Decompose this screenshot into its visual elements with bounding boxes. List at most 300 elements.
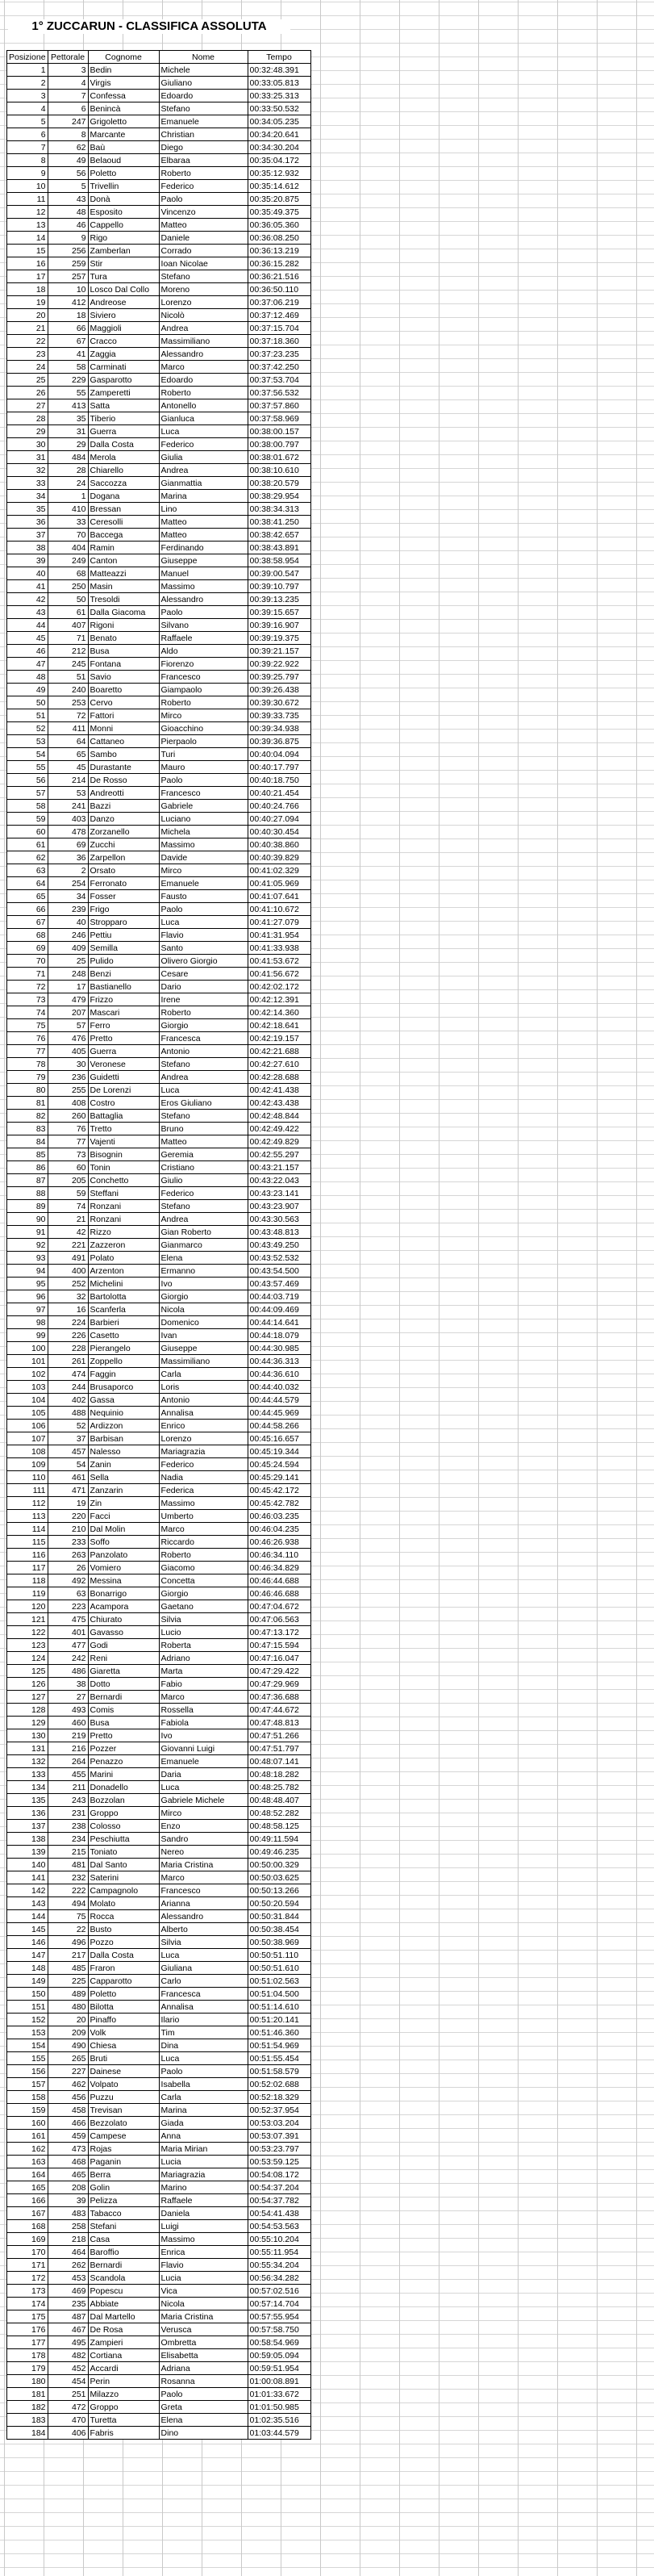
- cell-nome: Fiorenzo: [159, 658, 248, 671]
- cell-posizione: 45: [7, 632, 48, 645]
- table-row: [7, 1949, 311, 1962]
- cell-pettorale: 403: [48, 813, 88, 826]
- table-row: [7, 2014, 311, 2026]
- table-row: [7, 1923, 311, 1936]
- cell-nome: Federico: [159, 1458, 248, 1471]
- cell-nome: Marco: [159, 1523, 248, 1536]
- cell-cognome: Veronese: [88, 1058, 159, 1071]
- cell-posizione: 132: [7, 1755, 48, 1768]
- cell-posizione: 22: [7, 335, 48, 348]
- cell-nome: Giada: [159, 2117, 248, 2130]
- cell-pettorale: 254: [48, 877, 88, 890]
- cell-cognome: Pozzo: [88, 1936, 159, 1949]
- table-row: [7, 115, 311, 128]
- cell-pettorale: 239: [48, 903, 88, 916]
- cell-posizione: 15: [7, 245, 48, 257]
- cell-tempo: 00:48:25.782: [248, 1781, 310, 1794]
- table-row: [7, 942, 311, 955]
- cell-tempo: 00:47:51.797: [248, 1742, 310, 1755]
- cell-pettorale: 242: [48, 1652, 88, 1665]
- cell-posizione: 14: [7, 232, 48, 245]
- cell-nome: Pierpaolo: [159, 735, 248, 748]
- table-row: [7, 399, 311, 412]
- cell-cognome: Bruti: [88, 2052, 159, 2065]
- cell-posizione: 69: [7, 942, 48, 955]
- cell-cognome: Bedin: [88, 64, 159, 77]
- table-row: [7, 516, 311, 529]
- cell-cognome: Fraron: [88, 1962, 159, 1975]
- table-row: [7, 580, 311, 593]
- cell-nome: Federica: [159, 1484, 248, 1497]
- cell-posizione: 137: [7, 1820, 48, 1833]
- cell-cognome: Busto: [88, 1923, 159, 1936]
- table-row: [7, 993, 311, 1006]
- table-row: [7, 477, 311, 490]
- cell-posizione: 184: [7, 2427, 48, 2440]
- cell-posizione: 10: [7, 180, 48, 193]
- cell-pettorale: 250: [48, 580, 88, 593]
- cell-nome: Giuseppe: [159, 1342, 248, 1355]
- table-row: [7, 542, 311, 554]
- cell-cognome: Guerra: [88, 1045, 159, 1058]
- cell-cognome: Cervo: [88, 696, 159, 709]
- cell-tempo: 00:54:53.563: [248, 2220, 310, 2233]
- table-row: [7, 2143, 311, 2156]
- cell-nome: Marta: [159, 1665, 248, 1678]
- table-row: [7, 1058, 311, 1071]
- cell-cognome: Pulido: [88, 955, 159, 968]
- cell-tempo: 00:41:33.938: [248, 942, 310, 955]
- cell-nome: Roberta: [159, 1639, 248, 1652]
- cell-pettorale: 491: [48, 1252, 88, 1265]
- table-row: [7, 1174, 311, 1187]
- cell-posizione: 42: [7, 593, 48, 606]
- cell-tempo: 01:01:50.985: [248, 2401, 310, 2414]
- cell-nome: Roberto: [159, 1006, 248, 1019]
- cell-tempo: 00:57:02.516: [248, 2285, 310, 2298]
- cell-posizione: 114: [7, 1523, 48, 1536]
- cell-pettorale: 487: [48, 2310, 88, 2323]
- cell-tempo: 00:37:06.219: [248, 296, 310, 309]
- page-title: 1° ZUCCARUN - CLASSIFICA ASSOLUTA: [8, 19, 290, 34]
- cell-posizione: 51: [7, 709, 48, 722]
- table-row: [7, 503, 311, 516]
- cell-posizione: 128: [7, 1704, 48, 1717]
- table-row: [7, 232, 311, 245]
- cell-nome: Stefano: [159, 270, 248, 283]
- cell-tempo: 00:41:05.969: [248, 877, 310, 890]
- cell-posizione: 62: [7, 851, 48, 864]
- table-row: [7, 1781, 311, 1794]
- table-row: [7, 154, 311, 167]
- table-row: [7, 1329, 311, 1342]
- cell-tempo: 00:44:09.469: [248, 1303, 310, 1316]
- cell-posizione: 25: [7, 374, 48, 387]
- cell-tempo: 00:44:36.313: [248, 1355, 310, 1368]
- cell-tempo: 00:44:18.079: [248, 1329, 310, 1342]
- table-row: [7, 1148, 311, 1161]
- cell-cognome: Godi: [88, 1639, 159, 1652]
- cell-cognome: Stir: [88, 257, 159, 270]
- cell-cognome: Ceresolli: [88, 516, 159, 529]
- cell-posizione: 86: [7, 1161, 48, 1174]
- cell-pettorale: 411: [48, 722, 88, 735]
- cell-nome: Diego: [159, 141, 248, 154]
- cell-pettorale: 210: [48, 1523, 88, 1536]
- cell-tempo: 00:53:07.391: [248, 2130, 310, 2143]
- cell-nome: Mauro: [159, 761, 248, 774]
- cell-cognome: Chiarello: [88, 464, 159, 477]
- cell-posizione: 7: [7, 141, 48, 154]
- cell-pettorale: 225: [48, 1975, 88, 1988]
- cell-nome: Nicolò: [159, 309, 248, 322]
- cell-posizione: 27: [7, 399, 48, 412]
- cell-nome: Cristiano: [159, 1161, 248, 1174]
- cell-pettorale: 18: [48, 309, 88, 322]
- table-row: [7, 2130, 311, 2143]
- table-row: [7, 645, 311, 658]
- table-row: [7, 1097, 311, 1110]
- cell-nome: Alessandro: [159, 1910, 248, 1923]
- cell-cognome: Soffo: [88, 1536, 159, 1549]
- cell-posizione: 16: [7, 257, 48, 270]
- cell-posizione: 176: [7, 2323, 48, 2336]
- cell-tempo: 00:39:21.157: [248, 645, 310, 658]
- cell-nome: Giulia: [159, 451, 248, 464]
- cell-posizione: 126: [7, 1678, 48, 1691]
- cell-tempo: 00:41:31.954: [248, 929, 310, 942]
- cell-tempo: 00:42:48.844: [248, 1110, 310, 1123]
- cell-tempo: 00:47:51.266: [248, 1729, 310, 1742]
- cell-pettorale: 41: [48, 348, 88, 361]
- cell-pettorale: 234: [48, 1833, 88, 1846]
- cell-tempo: 00:38:42.657: [248, 529, 310, 542]
- table-row: [7, 1432, 311, 1445]
- cell-cognome: De Rosso: [88, 774, 159, 787]
- cell-pettorale: 233: [48, 1536, 88, 1549]
- cell-tempo: 00:39:33.735: [248, 709, 310, 722]
- cell-posizione: 65: [7, 890, 48, 903]
- cell-nome: Santo: [159, 942, 248, 955]
- cell-pettorale: 59: [48, 1187, 88, 1200]
- table-row: [7, 335, 311, 348]
- cell-cognome: Ronzani: [88, 1213, 159, 1226]
- cell-posizione: 77: [7, 1045, 48, 1058]
- table-row: [7, 2375, 311, 2388]
- cell-posizione: 140: [7, 1859, 48, 1871]
- cell-nome: Silvia: [159, 1936, 248, 1949]
- cell-posizione: 31: [7, 451, 48, 464]
- cell-tempo: 00:49:11.594: [248, 1833, 310, 1846]
- cell-posizione: 116: [7, 1549, 48, 1562]
- cell-nome: Francesco: [159, 787, 248, 800]
- cell-cognome: Dalla Giacoma: [88, 606, 159, 619]
- table-row: [7, 77, 311, 90]
- cell-tempo: 00:47:13.172: [248, 1626, 310, 1639]
- cell-cognome: Gavasso: [88, 1626, 159, 1639]
- cell-cognome: Dal Molin: [88, 1523, 159, 1536]
- cell-pettorale: 35: [48, 412, 88, 425]
- cell-pettorale: 32: [48, 1290, 88, 1303]
- cell-posizione: 119: [7, 1587, 48, 1600]
- cell-tempo: 00:47:29.969: [248, 1678, 310, 1691]
- table-row: [7, 684, 311, 696]
- cell-cognome: Bastianello: [88, 981, 159, 993]
- cell-cognome: Tiberio: [88, 412, 159, 425]
- table-row: [7, 1161, 311, 1174]
- cell-cognome: Rojas: [88, 2143, 159, 2156]
- cell-cognome: Chiesa: [88, 2039, 159, 2052]
- cell-pettorale: 257: [48, 270, 88, 283]
- table-row: [7, 722, 311, 735]
- cell-pettorale: 217: [48, 1949, 88, 1962]
- cell-tempo: 00:52:18.329: [248, 2091, 310, 2104]
- table-row: [7, 851, 311, 864]
- cell-tempo: 00:33:05.813: [248, 77, 310, 90]
- cell-tempo: 00:38:20.579: [248, 477, 310, 490]
- cell-cognome: Bezzolato: [88, 2117, 159, 2130]
- table-row: [7, 1988, 311, 2001]
- table-row: [7, 1962, 311, 1975]
- cell-posizione: 49: [7, 684, 48, 696]
- cell-nome: Flavio: [159, 2259, 248, 2272]
- cell-posizione: 71: [7, 968, 48, 981]
- cell-nome: Mirco: [159, 864, 248, 877]
- cell-nome: Concetta: [159, 1574, 248, 1587]
- cell-posizione: 96: [7, 1290, 48, 1303]
- cell-cognome: Zucchi: [88, 838, 159, 851]
- cell-pettorale: 406: [48, 2427, 88, 2440]
- cell-posizione: 76: [7, 1032, 48, 1045]
- cell-pettorale: 477: [48, 1639, 88, 1652]
- table-row: [7, 438, 311, 451]
- cell-posizione: 174: [7, 2298, 48, 2310]
- cell-tempo: 00:51:58.579: [248, 2065, 310, 2078]
- cell-pettorale: 226: [48, 1329, 88, 1342]
- cell-nome: Gabriele Michele: [159, 1794, 248, 1807]
- cell-tempo: 00:47:15.594: [248, 1639, 310, 1652]
- cell-nome: Riccardo: [159, 1536, 248, 1549]
- cell-pettorale: 253: [48, 696, 88, 709]
- table-row: [7, 1691, 311, 1704]
- cell-tempo: 00:57:55.954: [248, 2310, 310, 2323]
- cell-tempo: 00:54:37.204: [248, 2181, 310, 2194]
- cell-tempo: 00:47:06.563: [248, 1613, 310, 1626]
- table-row: [7, 167, 311, 180]
- cell-posizione: 82: [7, 1110, 48, 1123]
- cell-pettorale: 243: [48, 1794, 88, 1807]
- cell-cognome: Comis: [88, 1704, 159, 1717]
- cell-cognome: Andreotti: [88, 787, 159, 800]
- cell-pettorale: 252: [48, 1278, 88, 1290]
- cell-pettorale: 10: [48, 283, 88, 296]
- cell-cognome: Poletto: [88, 167, 159, 180]
- cell-cognome: Dogana: [88, 490, 159, 503]
- cell-cognome: Guerra: [88, 425, 159, 438]
- cell-pettorale: 50: [48, 593, 88, 606]
- table-row: [7, 1123, 311, 1135]
- table-row: [7, 2168, 311, 2181]
- cell-cognome: Tonin: [88, 1161, 159, 1174]
- cell-tempo: 00:39:10.797: [248, 580, 310, 593]
- cell-cognome: Accardi: [88, 2362, 159, 2375]
- cell-posizione: 20: [7, 309, 48, 322]
- cell-cognome: Turetta: [88, 2414, 159, 2427]
- cell-posizione: 56: [7, 774, 48, 787]
- cell-tempo: 00:51:46.360: [248, 2026, 310, 2039]
- table-row: [7, 2065, 311, 2078]
- cell-cognome: Nalesso: [88, 1445, 159, 1458]
- cell-pettorale: 240: [48, 684, 88, 696]
- cell-nome: Alberto: [159, 1923, 248, 1936]
- cell-pettorale: 262: [48, 2259, 88, 2272]
- cell-posizione: 17: [7, 270, 48, 283]
- cell-posizione: 113: [7, 1510, 48, 1523]
- cell-tempo: 00:54:37.782: [248, 2194, 310, 2207]
- table-row: [7, 2039, 311, 2052]
- cell-nome: Luca: [159, 2052, 248, 2065]
- cell-nome: Fausto: [159, 890, 248, 903]
- cell-tempo: 00:51:02.563: [248, 1975, 310, 1988]
- cell-cognome: Scandola: [88, 2272, 159, 2285]
- cell-tempo: 00:44:30.985: [248, 1342, 310, 1355]
- cell-cognome: Monni: [88, 722, 159, 735]
- cell-cognome: Campagnolo: [88, 1884, 159, 1897]
- table-row: [7, 1084, 311, 1097]
- cell-cognome: Milazzo: [88, 2388, 159, 2401]
- cell-posizione: 81: [7, 1097, 48, 1110]
- cell-nome: Maria Cristina: [159, 1859, 248, 1871]
- cell-pettorale: 29: [48, 438, 88, 451]
- table-row: [7, 2220, 311, 2233]
- cell-nome: Flavio: [159, 929, 248, 942]
- table-row: [7, 1833, 311, 1846]
- cell-cognome: Sambo: [88, 748, 159, 761]
- cell-posizione: 179: [7, 2362, 48, 2375]
- cell-nome: Gianmarco: [159, 1239, 248, 1252]
- cell-posizione: 64: [7, 877, 48, 890]
- table-row: [7, 1704, 311, 1717]
- cell-pettorale: 70: [48, 529, 88, 542]
- table-row: [7, 1820, 311, 1833]
- table-row: [7, 141, 311, 154]
- table-row: [7, 1639, 311, 1652]
- cell-posizione: 151: [7, 2001, 48, 2014]
- cell-nome: Davide: [159, 851, 248, 864]
- cell-posizione: 177: [7, 2336, 48, 2349]
- cell-posizione: 165: [7, 2181, 48, 2194]
- cell-posizione: 78: [7, 1058, 48, 1071]
- cell-tempo: 00:36:15.282: [248, 257, 310, 270]
- cell-cognome: De Lorenzi: [88, 1084, 159, 1097]
- table-row: [7, 1458, 311, 1471]
- cell-pettorale: 472: [48, 2401, 88, 2414]
- cell-tempo: 00:33:50.532: [248, 102, 310, 115]
- cell-posizione: 103: [7, 1381, 48, 1394]
- cell-tempo: 00:43:57.469: [248, 1278, 310, 1290]
- column-header-posizione: Posizione: [7, 51, 48, 64]
- cell-pettorale: 215: [48, 1846, 88, 1859]
- cell-tempo: 00:46:46.688: [248, 1587, 310, 1600]
- cell-nome: Enzo: [159, 1820, 248, 1833]
- table-row: [7, 2001, 311, 2014]
- cell-tempo: 01:00:08.891: [248, 2375, 310, 2388]
- table-row: [7, 1342, 311, 1355]
- table-row: [7, 1071, 311, 1084]
- cell-nome: Massimo: [159, 580, 248, 593]
- cell-pettorale: 16: [48, 1303, 88, 1316]
- cell-cognome: Benincà: [88, 102, 159, 115]
- cell-cognome: Cappello: [88, 219, 159, 232]
- cell-nome: Geremia: [159, 1148, 248, 1161]
- cell-cognome: Zaggia: [88, 348, 159, 361]
- table-row: [7, 658, 311, 671]
- cell-tempo: 00:45:24.594: [248, 1458, 310, 1471]
- cell-cognome: Giaretta: [88, 1665, 159, 1678]
- table-row: [7, 838, 311, 851]
- cell-cognome: Bilotta: [88, 2001, 159, 2014]
- cell-posizione: 52: [7, 722, 48, 735]
- cell-nome: Roberto: [159, 387, 248, 399]
- table-row: [7, 1445, 311, 1458]
- cell-pettorale: 467: [48, 2323, 88, 2336]
- cell-pettorale: 456: [48, 2091, 88, 2104]
- cell-nome: Nadia: [159, 1471, 248, 1484]
- cell-posizione: 67: [7, 916, 48, 929]
- cell-posizione: 152: [7, 2014, 48, 2026]
- table-row: [7, 1394, 311, 1407]
- cell-pettorale: 25: [48, 955, 88, 968]
- cell-pettorale: 57: [48, 1019, 88, 1032]
- cell-nome: Edoardo: [159, 374, 248, 387]
- cell-posizione: 122: [7, 1626, 48, 1639]
- cell-posizione: 6: [7, 128, 48, 141]
- table-row: [7, 787, 311, 800]
- cell-cognome: Volpato: [88, 2078, 159, 2091]
- cell-cognome: Nequinio: [88, 1407, 159, 1420]
- cell-posizione: 172: [7, 2272, 48, 2285]
- cell-tempo: 00:37:42.250: [248, 361, 310, 374]
- cell-nome: Massimo: [159, 1497, 248, 1510]
- table-row: [7, 554, 311, 567]
- cell-posizione: 100: [7, 1342, 48, 1355]
- cell-nome: Federico: [159, 1187, 248, 1200]
- cell-nome: Matteo: [159, 516, 248, 529]
- cell-cognome: Capparotto: [88, 1975, 159, 1988]
- table-row: [7, 2194, 311, 2207]
- cell-cognome: Sella: [88, 1471, 159, 1484]
- cell-posizione: 4: [7, 102, 48, 115]
- cell-tempo: 00:38:43.891: [248, 542, 310, 554]
- cell-nome: Elisabetta: [159, 2349, 248, 2362]
- cell-cognome: Zin: [88, 1497, 159, 1510]
- cell-posizione: 1: [7, 64, 48, 77]
- cell-tempo: 00:42:27.610: [248, 1058, 310, 1071]
- cell-cognome: Scanferla: [88, 1303, 159, 1316]
- cell-tempo: 00:44:44.579: [248, 1394, 310, 1407]
- cell-tempo: 01:01:33.672: [248, 2388, 310, 2401]
- cell-tempo: 00:49:46.235: [248, 1846, 310, 1859]
- cell-nome: Lorenzo: [159, 1432, 248, 1445]
- cell-tempo: 00:40:39.829: [248, 851, 310, 864]
- cell-tempo: 00:48:07.141: [248, 1755, 310, 1768]
- table-row: [7, 1019, 311, 1032]
- cell-nome: Enrico: [159, 1420, 248, 1432]
- table-row: [7, 1303, 311, 1316]
- table-row: [7, 1936, 311, 1949]
- cell-pettorale: 5: [48, 180, 88, 193]
- cell-nome: Eros Giuliano: [159, 1097, 248, 1110]
